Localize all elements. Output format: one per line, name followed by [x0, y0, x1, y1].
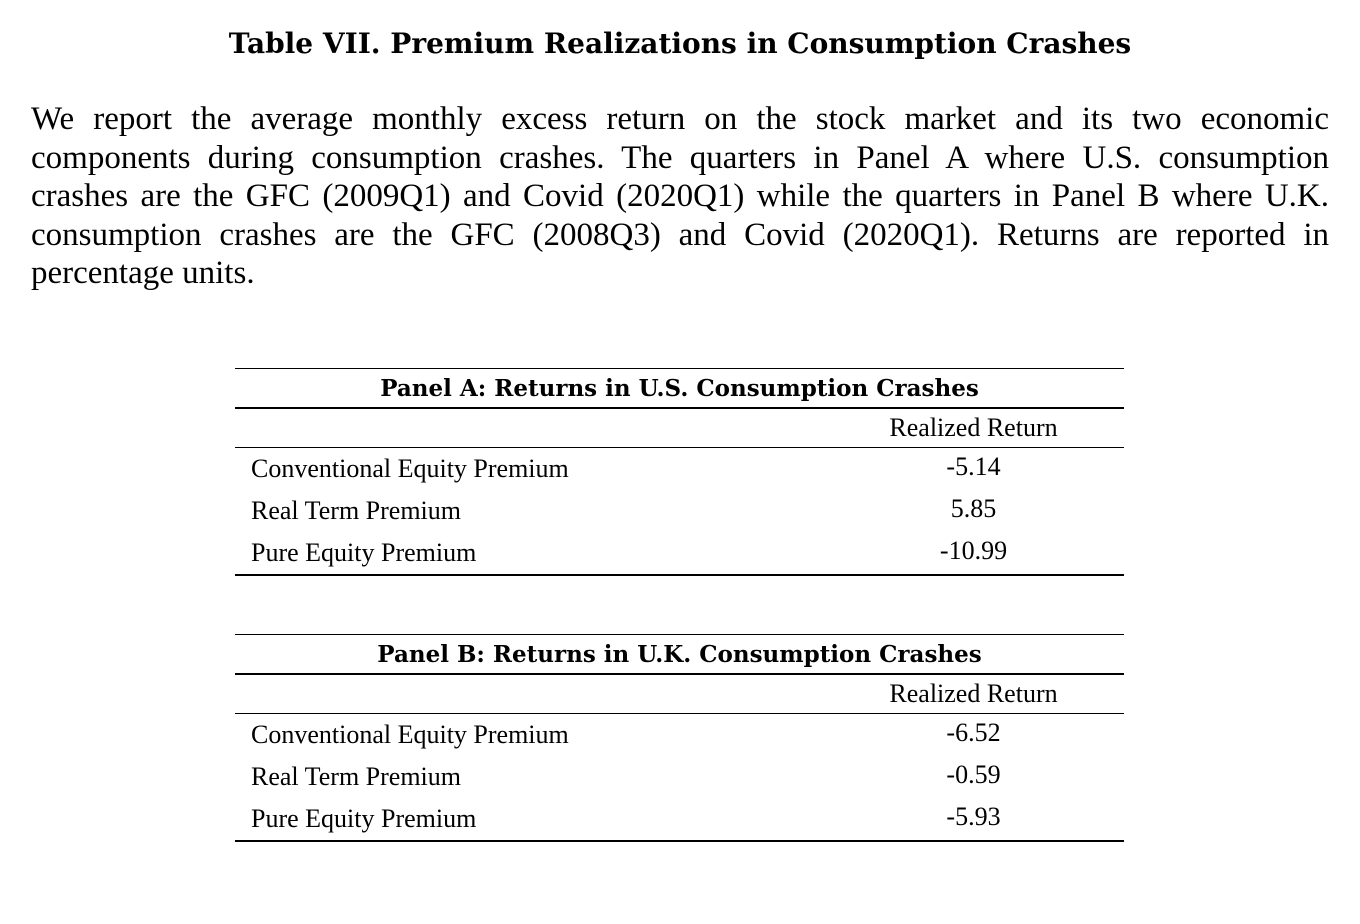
- table-title: Table VII. Premium Realizations in Consumption Crashes: [228, 27, 1132, 60]
- row-value: 5.85: [950, 494, 997, 523]
- row-label: Pure Equity Premium: [235, 798, 805, 841]
- panel-a-table: [235, 368, 1124, 576]
- table-row: [235, 448, 1124, 491]
- panel-b-header-row: [235, 674, 1124, 714]
- row-value: -5.14: [946, 452, 1001, 481]
- panel-b-table: [235, 634, 1124, 842]
- panel-a-column-header: Realized Return: [805, 408, 1124, 448]
- table-row: [235, 714, 1124, 757]
- panel-a-title-row: [235, 369, 1124, 409]
- row-label: Conventional Equity Premium: [251, 454, 569, 483]
- row-label: Pure Equity Premium: [235, 532, 805, 575]
- row-label: Real Term Premium: [251, 762, 461, 791]
- panel-b: [235, 634, 1124, 842]
- row-label: Conventional Equity Premium: [251, 720, 569, 749]
- table-row: [235, 756, 1124, 798]
- table-row: [235, 532, 1124, 575]
- table-row: [235, 490, 1124, 532]
- row-value: -0.59: [946, 760, 1001, 789]
- row-value: -10.99: [805, 532, 1124, 575]
- row-label: Real Term Premium: [251, 496, 461, 525]
- panel-b-header-empty: [235, 674, 805, 714]
- table-row: [235, 798, 1124, 841]
- panel-b-title-row: [235, 635, 1124, 675]
- panel-a-header-empty: [235, 408, 805, 448]
- table-caption: We report the average monthly excess return on the stock market and its two economic components during consumption crashes. The quarters in Panel A where U.S. consumption crashes are the GFC (2009Q1) and Covid (2020Q1) while the quarters in Panel B where U.K. consumption crashes are the GFC (2008Q3) and Covid (2020Q1). Returns are reported in percentage units.: [31, 101, 1329, 291]
- panel-a-header-row: [235, 408, 1124, 448]
- panel-b-column-header: Realized Return: [805, 674, 1124, 714]
- row-value: -5.93: [805, 798, 1124, 841]
- panel-a: [235, 368, 1124, 576]
- row-value: -6.52: [946, 718, 1001, 747]
- panel-b-title: Panel B: Returns in U.K. Consumption Crashes: [235, 635, 1124, 675]
- panel-a-title: Panel A: Returns in U.S. Consumption Crashes: [235, 369, 1124, 409]
